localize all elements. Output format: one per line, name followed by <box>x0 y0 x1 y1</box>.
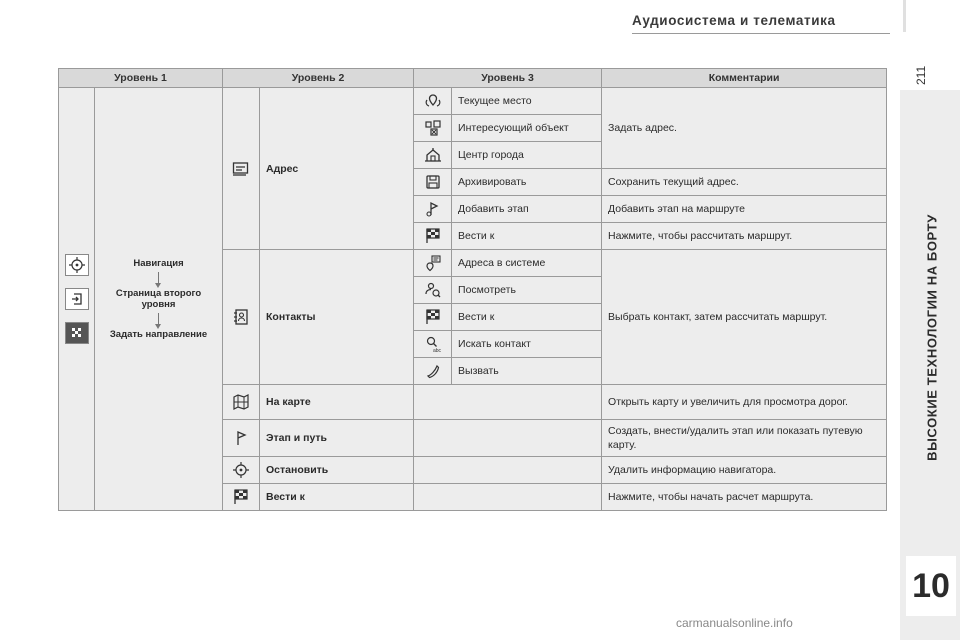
system-address-icon <box>424 254 442 272</box>
navigation-target-icon <box>65 254 89 276</box>
stage-icon-cell <box>223 420 260 457</box>
address-icon-cell <box>223 88 260 250</box>
comment-set-address: Задать адрес. <box>602 88 887 169</box>
down-arrow-icon <box>158 313 159 327</box>
map-grid-icon <box>232 393 250 411</box>
table-row <box>59 88 887 115</box>
navigation-target-icon <box>232 461 250 479</box>
city-center-icon <box>424 146 442 164</box>
level3-icon-cell <box>414 223 452 250</box>
chapter-number-box <box>906 556 956 616</box>
column-header-comments: Комментарии <box>602 69 887 88</box>
level3-empty <box>414 385 602 420</box>
level2-stop: Остановить <box>260 457 414 484</box>
flow-step-set-destination: Задать направление <box>109 328 208 340</box>
current-location-icon <box>424 92 442 110</box>
stage-flag-icon <box>232 429 250 447</box>
header-tab-decoration <box>903 0 906 32</box>
column-header-level1: Уровень 1 <box>59 69 223 88</box>
level3-call: Вызвать <box>452 358 602 385</box>
guide-checkered-icon <box>424 227 442 245</box>
level3-empty <box>414 484 602 511</box>
comment-save-current: Сохранить текущий адрес. <box>602 169 887 196</box>
comment-delete-info: Удалить информацию навигатора. <box>602 457 887 484</box>
level3-poi: Интересующий объект <box>452 115 602 142</box>
level3-icon-cell <box>414 304 452 331</box>
header-rule <box>632 33 890 34</box>
level3-empty <box>414 420 602 457</box>
level2-contacts: Контакты <box>260 250 414 385</box>
address-card-icon <box>232 161 250 177</box>
level3-icon-cell <box>414 331 452 358</box>
checkered-flag-icon <box>65 322 89 344</box>
column-header-level3: Уровень 3 <box>414 69 602 88</box>
contacts-icon-cell <box>223 250 260 385</box>
level1-icons-cell <box>59 88 95 511</box>
guide-checkered-icon <box>232 488 250 506</box>
level3-current-place: Текущее место <box>452 88 602 115</box>
map-icon-cell <box>223 385 260 420</box>
level1-flow-cell <box>95 88 223 511</box>
level3-icon-cell <box>414 196 452 223</box>
watermark: carmanualsonline.info <box>676 616 793 630</box>
page-number: 211 <box>914 65 928 85</box>
flow-step-navigation: Навигация <box>133 258 184 270</box>
chapter-number: 10 <box>912 567 950 605</box>
level3-search-contact: Искать контакт <box>452 331 602 358</box>
table-header-row <box>59 69 887 88</box>
level3-view: Посмотреть <box>452 277 602 304</box>
navigation-flow <box>101 258 216 340</box>
level3-guide-to: Вести к <box>452 223 602 250</box>
section-title-wrap <box>912 130 952 550</box>
svg-text:abc: abc <box>432 348 441 353</box>
comment-add-stage-route: Добавить этап на маршруте <box>602 196 887 223</box>
level3-guide-to: Вести к <box>452 304 602 331</box>
level3-icon-cell <box>414 142 452 169</box>
level2-address: Адрес <box>260 88 414 250</box>
comment-press-calc: Нажмите, чтобы рассчитать маршрут. <box>602 223 887 250</box>
section-title: ВЫСОКИЕ ТЕХНОЛОГИИ НА БОРТУ <box>924 214 940 461</box>
level2-on-map: На карте <box>260 385 414 420</box>
save-disk-icon <box>424 173 442 191</box>
add-stage-flag-icon <box>424 200 442 218</box>
flow-step-second-level: Страница второго уровня <box>115 287 202 311</box>
level2-stage-route: Этап и путь <box>260 420 414 457</box>
level3-empty <box>414 457 602 484</box>
level3-city-center: Центр города <box>452 142 602 169</box>
search-contact-icon <box>424 335 442 353</box>
level3-icon-cell <box>414 88 452 115</box>
level3-system-addresses: Адреса в системе <box>452 250 602 277</box>
level3-icon-cell <box>414 277 452 304</box>
level3-icon-cell <box>414 169 452 196</box>
comment-select-contact: Выбрать контакт, затем рассчитать маршрут. <box>602 250 887 385</box>
view-contact-icon <box>424 281 442 299</box>
level2-guide: Вести к <box>260 484 414 511</box>
page-back-icon <box>65 288 89 310</box>
navigation-menu-table <box>58 68 887 511</box>
poi-icon <box>424 119 442 137</box>
comment-open-map: Открыть карту и увеличить для просмотра дорог. <box>602 385 887 420</box>
guide-icon-cell <box>223 484 260 511</box>
guide-checkered-icon <box>424 308 442 326</box>
level3-archive: Архивировать <box>452 169 602 196</box>
phone-icon <box>424 362 442 380</box>
contacts-book-icon <box>232 308 250 326</box>
level3-icon-cell <box>414 250 452 277</box>
level3-icon-cell <box>414 358 452 385</box>
comment-create-stage: Создать, внести/удалить этап или показать путевую карту. <box>602 420 887 457</box>
column-header-level2: Уровень 2 <box>223 69 414 88</box>
level3-icon-cell <box>414 115 452 142</box>
comment-press-start: Нажмите, чтобы начать расчет маршрута. <box>602 484 887 511</box>
chapter-title: Аудиосистема и телематика <box>632 13 836 28</box>
stop-icon-cell <box>223 457 260 484</box>
down-arrow-icon <box>158 272 159 286</box>
level3-add-stage: Добавить этап <box>452 196 602 223</box>
